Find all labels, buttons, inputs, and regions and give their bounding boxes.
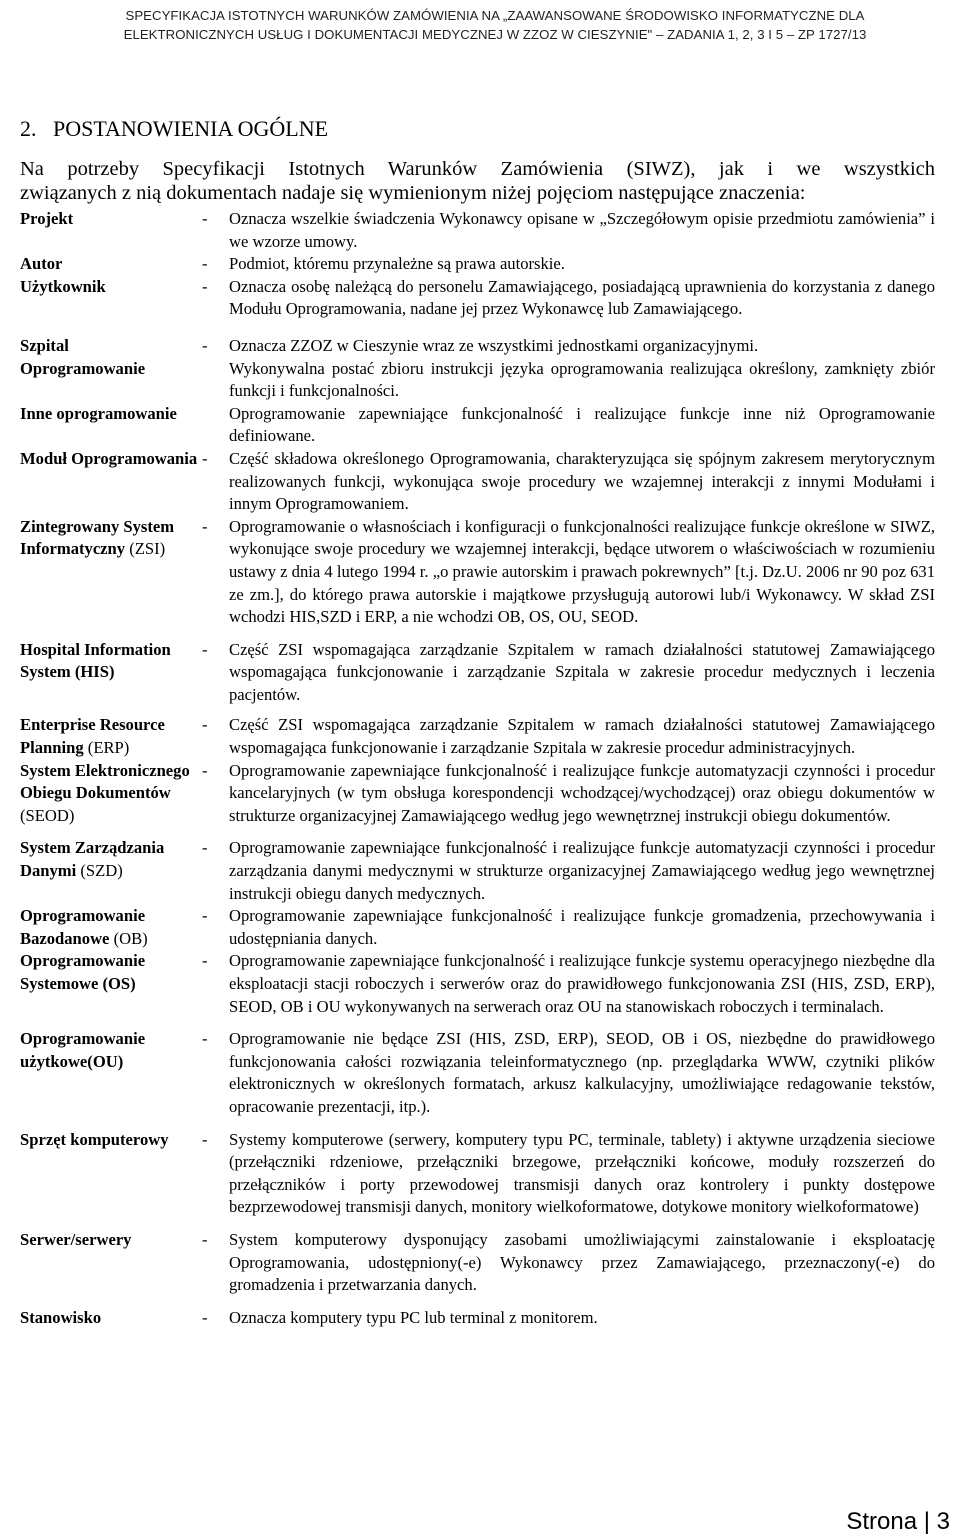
definition-text: Oprogramowanie zapewniające funkcjonalność i realizujące funkcje systemu operacyjnego niezbędne dla eksploatacji stacji roboczych i serwerów oraz do prawidłowego funkcjonowania ZSI (HIS, ZSD, ERP), SEOD, OB i OU wykonywanych na serwerach oraz OU na stanowiskach roboczych i terminalach. xyxy=(229,951,935,1016)
page-label: Strona xyxy=(846,1508,918,1535)
definition-term-abbreviation: (OB) xyxy=(113,928,148,948)
definition-row xyxy=(20,516,935,629)
definition-term-text: Inne oprogramowanie xyxy=(20,403,177,423)
definition-term xyxy=(20,1028,202,1118)
definition-row xyxy=(20,714,935,759)
definition-term-text: Szpital xyxy=(20,335,69,355)
document-header xyxy=(50,6,940,44)
definition-text: Oznacza wszelkie świadczenia Wykonawcy opisane w „Szczegółowym opisie przedmiotu zamówienia” i we wzorze umowy. xyxy=(229,209,935,251)
definition-term-abbreviation: (ZSI) xyxy=(129,539,166,559)
definition-row xyxy=(20,905,935,950)
definition-term xyxy=(20,276,202,321)
definition-row xyxy=(20,1129,935,1219)
page-footer xyxy=(846,1508,950,1536)
definition-term-text: Enterprise Resource Planning xyxy=(20,715,165,758)
definition-row xyxy=(20,1028,935,1118)
definition-text: Oprogramowanie zapewniające funkcjonalność i realizujące funkcje automatyzacji czynności i procedur zarządzania danymi medycznymi w strukturze organizacyjnej Zamawiającego według jego wewnętrznej instrukcji obiegu danych medycznych. xyxy=(229,838,935,903)
section-number: 2. xyxy=(20,116,37,141)
definition-term-text: Oprogramowanie Bazodanowe xyxy=(20,906,146,948)
definition-dash: - xyxy=(202,1229,208,1249)
definition-term-abbreviation: (ERP) xyxy=(87,738,130,758)
definition-dash xyxy=(202,358,229,403)
definition-text: Oznacza ZZOZ w Cieszynie wraz ze wszystkimi jednostkami organizacyjnymi. xyxy=(229,335,759,355)
definition-term xyxy=(20,1129,202,1219)
definition-dash: - xyxy=(202,209,208,228)
definition-term-text: Serwer/serwery xyxy=(20,1229,132,1249)
definition-term xyxy=(20,905,202,950)
definition-text: Oprogramowanie zapewniające funkcjonalność i realizujące funkcje gromadzenia, przechowywania i udostępniania danych. xyxy=(229,906,935,948)
definition-dash: - xyxy=(202,276,208,296)
definition-text: Oznacza osobę należącą do personelu Zamawiającego, posiadającą uprawnienia do korzystania z danego Modułu Oprogramowania, nadane jej przez Wykonawcę lub Zamawiającego. xyxy=(229,276,935,319)
definition-term xyxy=(20,253,202,276)
definition-dash xyxy=(202,403,229,448)
definition-text: Oprogramowanie zapewniające funkcjonalność i realizujące funkcje automatyzacji czynności i procedur kancelaryjnych (w tym obsługa korespondencji wchodzącej/wychodzącej) oraz obiegu dokumentów w strukturze organizacyjnej Zamawiającego według jego wewnętrznej instrukcji obiegu dokumentów. xyxy=(229,760,935,825)
definition-term xyxy=(20,639,202,707)
intro-paragraph xyxy=(20,157,935,205)
definition-term-text: Hospital Information System (HIS) xyxy=(20,639,171,682)
definition-term xyxy=(20,516,202,629)
page-number: 3 xyxy=(936,1508,950,1535)
definition-text: Oprogramowanie zapewniające funkcjonalność i realizujące funkcje inne niż Oprogramowanie definiowane. xyxy=(229,403,935,446)
definition-text: Oprogramowanie o własnościach i konfiguracji o funkcjonalności realizujące funkcje określone w SIWZ, wykonujące swoje procedury we wzajemnej interakcji, będące utworem o właściwościach w rozumieniu ustawy z dnia 4 lutego 1994 r. „o prawie autorskim i prawach pokrewnych” [t.j. Dz.U. 2006 nr 90 poz 631 ze zm.], do którego prawa autorskie i majątkowe przysługują autorowi lub/i Wykonawcy. W skład ZSI wchodzi HIS,SZD i ERP, a nie wchodzi OB, OS, OU, SEOD. xyxy=(229,516,935,627)
definition-dash: - xyxy=(202,254,208,274)
definition-row xyxy=(20,1229,935,1297)
definition-dash: - xyxy=(202,1029,208,1049)
definition-term-text: Moduł Oprogramowania xyxy=(20,448,198,468)
definitions-list xyxy=(20,208,935,1329)
definition-row xyxy=(20,253,935,276)
definition-text: Część ZSI wspomagająca zarządzanie Szpitalem w ramach działalności statutowej Zamawiającego wspomagająca funkcjonowanie i zarządzanie Szpitala w zakresie procedur administracyjnych. xyxy=(229,715,935,758)
definition-term xyxy=(20,760,202,828)
definition-text: System komputerowy dysponujący zasobami umożliwiającymi zainstalowanie i eksploatację Oprogramowania, udostępniony(-e) Wykonawcy przez Zamawiającego, przeznaczony(-e) do gromadzenia i przetwarzania danych. xyxy=(229,1229,935,1295)
definition-term-text: Zintegrowany System Informatyczny xyxy=(20,516,175,559)
definition-term-text: System Elektronicznego Obiegu Dokumentów xyxy=(20,760,190,803)
definition-dash: - xyxy=(202,1129,208,1149)
definition-term-text: Oprogramowanie Systemowe (OS) xyxy=(20,951,146,993)
definition-term-text: System Zarządzania Danymi xyxy=(20,838,165,881)
definition-term-abbreviation: (SEOD) xyxy=(20,805,75,825)
definition-term xyxy=(20,950,202,1018)
section-heading: POSTANOWIENIA OGÓLNE xyxy=(53,116,329,141)
definition-term-text: Użytkownik xyxy=(20,276,106,296)
definition-term-text: Projekt xyxy=(20,209,74,228)
definition-row xyxy=(20,208,935,253)
definition-term-text: Sprzęt komputerowy xyxy=(20,1129,169,1149)
definition-term-text: Oprogramowanie użytkowe(OU) xyxy=(20,1029,146,1071)
definition-dash: - xyxy=(202,448,208,468)
definition-text: Podmiot, któremu przynależne są prawa autorskie. xyxy=(229,254,565,274)
definition-row xyxy=(20,335,935,358)
definition-term xyxy=(20,208,202,253)
definition-text: Oprogramowanie nie będące ZSI (HIS, ZSD, ERP), SEOD, OB i OS, niezbędne do prawidłowego funkcjonowania całości rozwiązania teleinformatycznego (np. przeglądarka WWW, czytniki plików elektronicznych w określonych formatach, arkusz kalkulacyjny, umożliwiające redagowanie tekstów, opracowanie prezentacji, itp.). xyxy=(229,1029,935,1116)
definition-term xyxy=(20,1229,202,1297)
definition-row xyxy=(20,950,935,1018)
definition-text: Część składowa określonego Oprogramowania, charakteryzująca się spójnym zakresem merytorycznym realizowanych funkcji, wykonująca swoje procedury we wzajemnej interakcji z innymi Modułami i innym Oprogramowaniem. xyxy=(229,448,935,514)
definition-row xyxy=(20,448,935,516)
definition-dash: - xyxy=(202,516,208,536)
definition-term-text: Stanowisko xyxy=(20,1307,102,1327)
definition-row xyxy=(20,639,935,707)
definition-dash: - xyxy=(202,838,208,858)
intro-line-1: Na potrzeby Specyfikacji Istotnych Warunków Zamówienia (SIWZ), jak i we wszystkich xyxy=(20,158,935,180)
definition-text: Oznacza komputery typu PC lub terminal z monitorem. xyxy=(229,1307,598,1327)
definition-text: Wykonywalna postać zbioru instrukcji języka oprogramowania realizująca określony, zamknięty zbiór funkcji i funkcjonalności. xyxy=(229,358,935,401)
intro-line-2: związanych z nią dokumentach nadaje się wymienionym niżej pojęciom następujące znaczenia: xyxy=(20,182,806,204)
definition-dash: - xyxy=(202,906,208,926)
definition-text: Część ZSI wspomagająca zarządzanie Szpitalem w ramach działalności statutowej Zamawiającego wspomagająca funkcjonowanie i zarządzanie Szpitala w zakresie procedur medycznych i leczenia pacjentów. xyxy=(229,639,935,704)
definition-term xyxy=(20,335,202,358)
definition-row xyxy=(20,1307,935,1330)
definition-dash: - xyxy=(202,951,208,971)
definition-term-text: Autor xyxy=(20,254,63,274)
definition-row xyxy=(20,358,935,403)
definition-row xyxy=(20,760,935,828)
definition-term xyxy=(20,837,202,905)
section-title xyxy=(20,116,328,142)
definition-dash: - xyxy=(202,639,208,659)
definition-term-abbreviation: (SZD) xyxy=(80,861,123,881)
definition-row xyxy=(20,837,935,905)
header-line-1: SPECYFIKACJA ISTOTNYCH WARUNKÓW ZAMÓWIENIA NA „ZAAWANSOWANE ŚRODOWISKO INFORMATYCZNE DLA xyxy=(125,8,865,23)
definition-text: Systemy komputerowe (serwery, komputery typu PC, terminale, tablety) i aktywne urządzenia sieciowe (przełączniki rdzeniowe, przełączniki brzegowe, przełączniki końcowe, moduły rozszerzeń do przełączników i porty przewodowej transmisji danych oraz kontrolery i punkty dostępowe bezprzewodowej transmisji danych, monitory wielkoformatowe, dotykowe monitory wielkoformatowe) xyxy=(229,1129,935,1217)
definition-row xyxy=(20,276,935,321)
definition-term xyxy=(20,448,202,516)
header-line-2: ELEKTRONICZNYCH USŁUG I DOKUMENTACJI MEDYCZNEJ W ZZOZ W CIESZYNIE" – ZADANIA 1, 2, 3 I 5 – ZP 1727/13 xyxy=(123,27,867,42)
definition-term xyxy=(20,358,202,403)
definition-dash: - xyxy=(202,335,208,355)
definition-term-text: Oprogramowanie xyxy=(20,358,146,378)
definition-row xyxy=(20,403,935,448)
definition-dash: - xyxy=(202,715,208,735)
definition-term xyxy=(20,714,202,759)
definition-dash: - xyxy=(202,760,208,780)
page-separator: | xyxy=(923,1508,930,1535)
definition-dash: - xyxy=(202,1307,208,1327)
definition-term xyxy=(20,1307,202,1330)
definition-term xyxy=(20,403,202,448)
